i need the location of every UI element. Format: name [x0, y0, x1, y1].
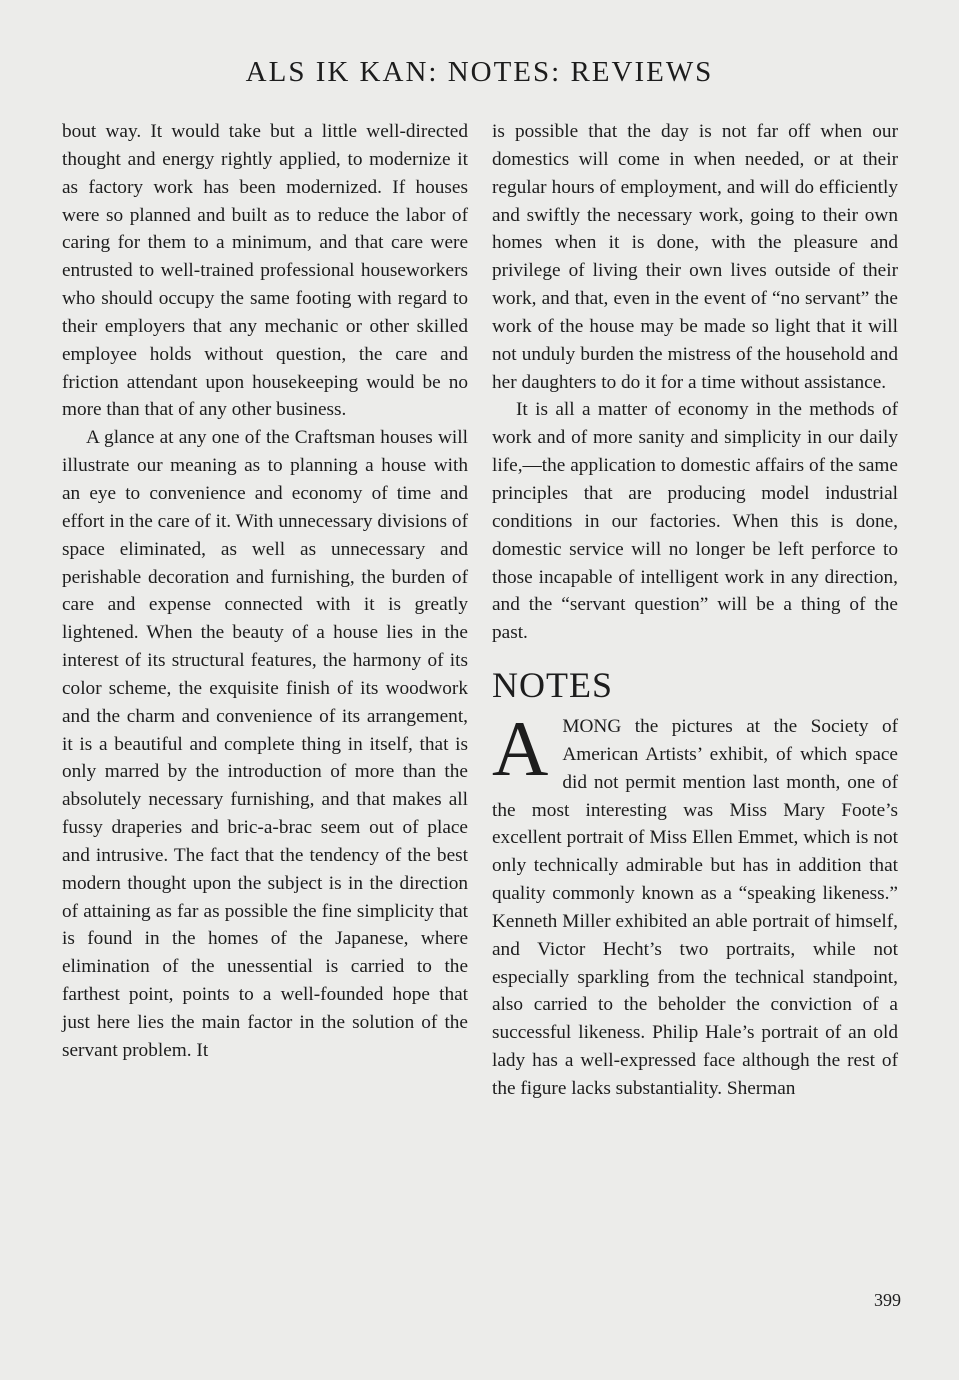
page-number: 399 — [874, 1290, 901, 1310]
right-paragraph-1: is possible that the day is not far off when our domestics will come in when needed, or at their regular hours of employment, and will do efficiently and swiftly the necessary work, going to their own homes when it is done, with the pleasure and privilege of living their own lives outside of their work, and that, even in the event of “no servant” the work of the house may be made so light that it will not unduly burden the mistress of the household and her daughters to do it for a time without assistance. — [492, 121, 898, 393]
right-column — [492, 118, 898, 1103]
right-paragraph-2: It is all a matter of economy in the methods of work and of more sanity and simplicity in our daily life,—the application to domestic affairs of the same principles that are producing model industrial conditions in our factories. When this is done, domestic service will no longer be left perforce to those incapable of intelligent work in any direction, and the “servant question” will be a thing of the past. — [492, 399, 898, 644]
left-paragraph-1: bout way. It would take but a little well-directed thought and energy rightly applied, to modernize it as factory work has been modernized. If houses were so planned and built as to reduce the labor of caring for them to a minimum, and that care were entrusted to well-trained professional houseworkers who should occupy the same footing with regard to their employers that any mechanic or other skilled employee holds without question, the care and friction attendant upon housekeeping would be no more than that of any other business. — [62, 121, 468, 421]
section-heading-notes: NOTES — [492, 665, 613, 706]
left-column — [62, 118, 468, 1065]
running-head: ALS IK KAN: NOTES: REVIEWS — [245, 56, 714, 88]
notes-paragraph — [492, 705, 898, 1103]
drop-cap: A — [492, 705, 549, 793]
left-paragraph-2: A glance at any one of the Craftsman houses will illustrate our meaning as to planning a house with an eye to convenience and economy of time and effort in the care of it. With unnecessary divisions of space eliminated, as well as unnecessary and perishable decoration and furnishing, the burden of care and expense connected with it is greatly lightened. When the beauty of a house lies in the interest of its structural features, the harmony of its color scheme, the exquisite finish of its woodwork and the charm and convenience of its arrangement, it is a beautiful and complete thing in itself, that is only marred by the introduction of more than the absolutely necessary furnishing, and that makes all fussy draperies and bric-a-brac seem out of place and intrusive. The fact that the tendency of the best modern thought upon the subject is in the direction of attaining as far as possible the fine simplicity that is found in the homes of the Japanese, where elimination of the unessential is carried to the farthest point, points to a well-founded hope that just here lies the main factor in the solution of the servant problem. It — [62, 427, 468, 1061]
notes-paragraph-text: MONG the pictures at the Society of American Artists’ exhibit, of which space did not permit mention last month, one of the most interesting was Miss Mary Foote’s excellent portrait of Miss Ellen Emmet, which is not only technically admirable but has in addition that quality commonly known as a “speaking likeness.” Kenneth Miller exhibited an able portrait of himself, and Victor Hecht’s two portraits, while not especially sparkling from the technical standpoint, also carried to the beholder the conviction of a successful likeness. Philip Hale’s portrait of an old lady has a well-expressed face although the rest of the figure lacks substantiality. Sherman — [492, 716, 898, 1099]
